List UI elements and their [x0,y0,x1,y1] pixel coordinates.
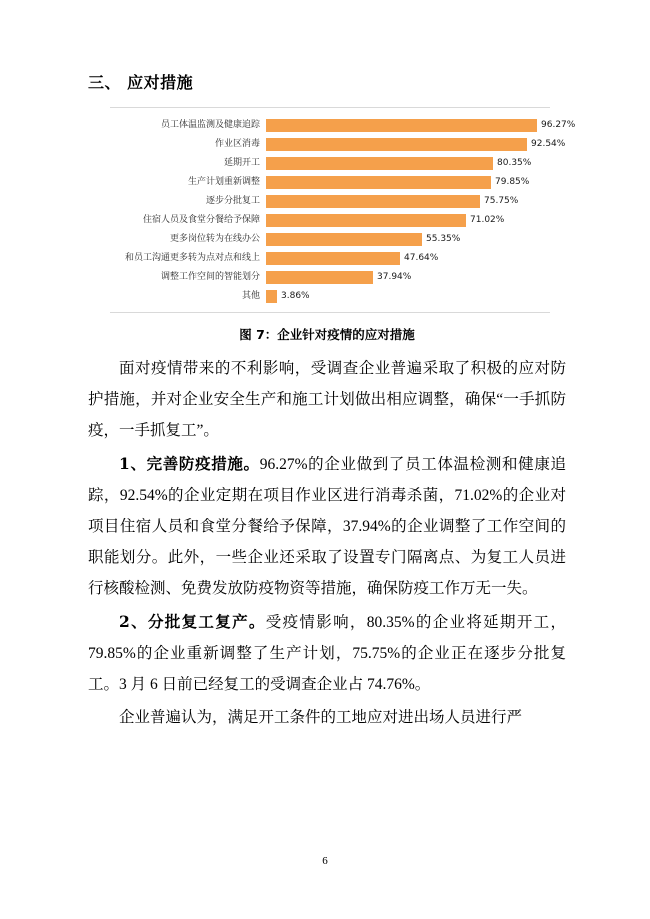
chart-bar-track [266,252,550,265]
chart-bar-row [110,251,550,266]
chart-bar-track [266,119,576,132]
chart-value-label: 55.35% [426,234,461,244]
bar-chart [110,107,576,313]
chart-bar [266,233,422,246]
chart-bar [266,195,480,208]
chart-bar-track [266,214,550,227]
chart-rows [110,118,576,304]
chart-category-label: 住宿人员及食堂分餐给予保障 [142,215,260,225]
chart-value-label: 92.54% [531,139,566,149]
chart-bar-track [266,138,566,151]
body-paragraphs [88,353,566,733]
chart-bar-track [266,195,550,208]
figure-caption: 图 7：企业针对疫情的应对措施 [239,327,415,342]
paragraph-text: 96.27%的企业做到了员工体温检测和健康追踪，92.54%的企业定期在项目作业区进行消毒杀菌，71.02%的企业对项目住宿人员和食堂分餐给予保障，37.94%的企业调整了工作空间的职能划分。此外，一些企业还采取了设置专门隔离点、为复工人员进行核酸检测、免费发放防疫物资等措施，确保防疫工作万无一失。 [88,456,566,597]
chart-bar-track [266,290,550,303]
body-paragraph [88,606,566,700]
chart-bar [266,252,400,265]
chart-bar [266,290,277,303]
chart-bar-row [110,270,550,285]
chart-value-label: 71.02% [470,215,505,225]
paragraph-lead: 2、分批复工复产。 [119,612,266,631]
paragraph-text: 企业普遍认为，满足开工条件的工地应对进出场人员进行严 [119,709,523,726]
chart-bar-row [110,213,550,228]
chart-bar-track [266,176,550,189]
chart-bar-track [266,271,550,284]
chart-category-label: 其他 [241,291,260,301]
chart-value-label: 75.75% [484,196,519,206]
paragraph-lead: 1、完善防疫措施。 [119,454,260,473]
chart-category-label: 生产计划重新调整 [187,177,260,187]
chart-value-label: 96.27% [541,120,576,130]
chart-bar-track [266,157,550,170]
chart-bar-row [110,194,550,209]
chart-bar-row [110,156,550,171]
chart-category-label: 调整工作空间的智能划分 [160,272,260,282]
section-heading: 三、 应对措施 [88,73,194,92]
chart-value-label: 37.94% [377,272,412,282]
chart-bar-row [110,289,550,304]
chart-bar [266,119,537,132]
chart-bar [266,138,527,151]
chart-bar-row [110,232,550,247]
chart-category-label: 和员工沟通更多转为点对点和线上 [124,253,260,263]
body-paragraph [88,353,566,446]
page-content [88,70,576,735]
page-number: 6 [322,855,328,867]
chart-category-label: 逐步分批复工 [205,196,260,206]
chart-category-label: 员工体温监测及健康追踪 [160,120,260,130]
body-paragraph [88,702,566,733]
paragraph-text: 受疫情影响，80.35%的企业将延期开工，79.85%的企业重新调整了生产计划，75.75%的企业正在逐步分批复工。3 月 6 日前已经复工的受调查企业占 74.76%。 [88,614,566,693]
chart-bar [266,176,491,189]
chart-bar-row [110,118,576,133]
chart-bar-row [110,137,566,152]
chart-value-label: 79.85% [495,177,530,187]
chart-category-label: 更多岗位转为在线办公 [169,234,260,244]
chart-bar-row [110,175,550,190]
chart-bar-track [266,233,550,246]
chart-value-label: 47.64% [404,253,439,263]
chart-category-label: 作业区消毒 [214,139,260,149]
chart-bar [266,214,466,227]
chart-category-label: 延期开工 [223,158,260,168]
chart-value-label: 3.86% [281,291,310,301]
paragraph-text: 面对疫情带来的不利影响，受调查企业普遍采取了积极的应对防护措施，并对企业安全生产和施工计划做出相应调整，确保“一手抓防疫，一手抓复工”。 [88,360,566,439]
chart-bar [266,271,373,284]
chart-value-label: 80.35% [497,158,532,168]
body-paragraph [88,448,566,604]
chart-bar [266,157,493,170]
